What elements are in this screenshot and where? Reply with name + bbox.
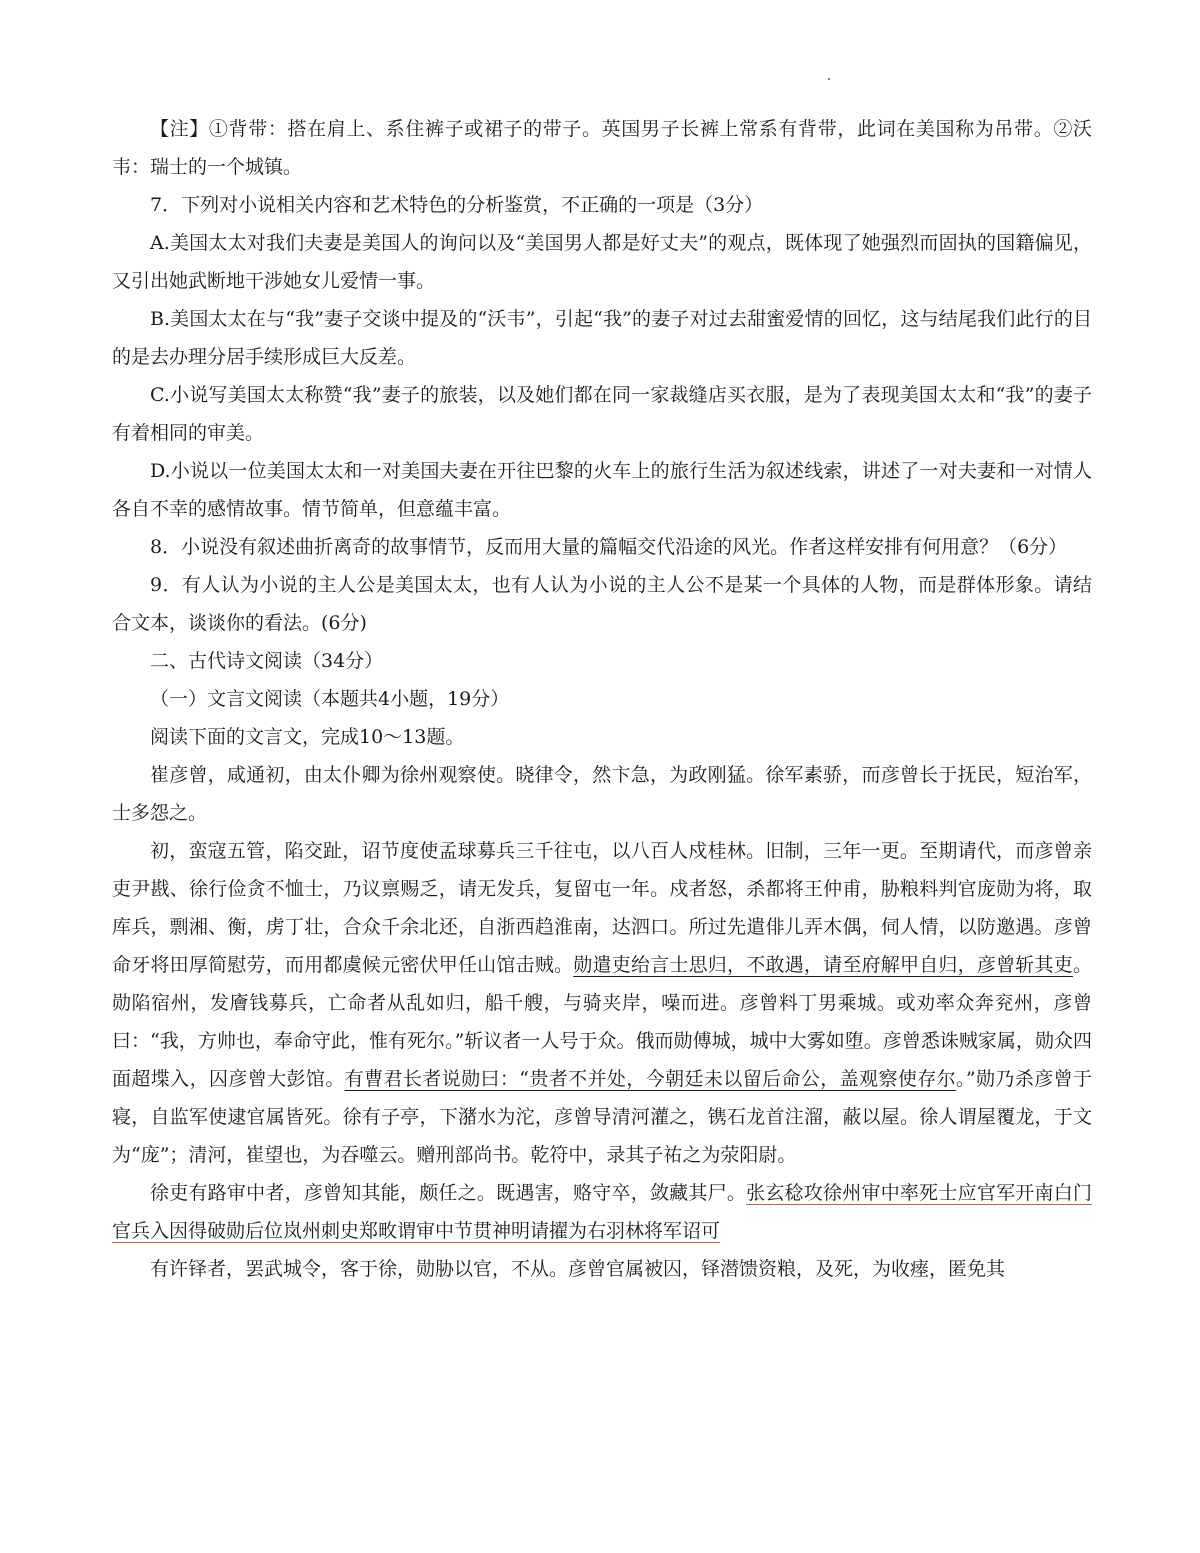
- reading-instruction: 阅读下面的文言文，完成10～13题。: [150, 726, 465, 748]
- speck-mark: [828, 78, 830, 80]
- question-7-option-b: B.美国太太在与“我”妻子交谈中提及的“沃韦”，引起“我”的妻子对过去甜蜜爱情的回忆，这与结尾我们此行的目的是去办理分居手续形成巨大反差。: [112, 308, 1092, 368]
- question-7-option-a: A.美国太太对我们夫妻是美国人的询问以及“美国男人都是好丈夫”的观点，既体现了她强烈而固执的国籍偏见，又引出她武断地干涉她女儿爱情一事。: [112, 232, 1092, 292]
- paragraph-3-text-1: 徐吏有路审中者，彦曾知其能，颇任之。既遇害，赂守卒，敛藏其尸。: [150, 1182, 747, 1204]
- subsection-heading: （一）文言文阅读（本题共4小题，19分）: [150, 688, 510, 710]
- paragraph-2-text-2: 。勋陷宿州，发廥钱募兵，亡命者从乱如归，船千艘，与骑夹岸，噪而进。彦曾料丁男乘城。或劝率众奔兖州，彦曾曰：“我，方帅也，奉命守此，惟有死尔。”斩议者一人号于众。俄而勋傅城，城中大雾如堕。彦曾悉诛贼家属，勋众四面超堞入，囚彦曾大彭馆。: [112, 954, 1092, 1090]
- question-7-stem: 7．下列对小说相关内容和艺术特色的分析鉴赏，不正确的一项是（3分）: [150, 194, 764, 216]
- classical-paragraph-3: [112, 1174, 1092, 1250]
- underlined-sentence-1: 勋遣吏绐言士思归，不敢遇，请至府解甲自归，彦曾斩其吏: [573, 954, 1073, 976]
- paragraph-2-text-3: 。”勋乃杀彦曾于寝，自监军使逮官属皆死。徐有子亭，下潴水为沱，彦曾导清河灌之，镌石龙首注溜，蔽以屋。徐人谓屋覆龙，于文为“庞”；清河，崔望也，为吞噬云。赠刑部尚书。乾符中，录其子祐之为荥阳尉。: [112, 1068, 1092, 1166]
- question-7-option-c: C.小说写美国太太称赞“我”妻子的旅装，以及她们都在同一家裁缝店买衣服，是为了表现美国太太和“我”的妻子有着相同的审美。: [112, 384, 1092, 444]
- document-page: [112, 110, 1092, 1288]
- classical-paragraph-1: 崔彦曾，咸通初，由太仆卿为徐州观察使。晓律令，然卞急，为政刚猛。徐军素骄，而彦曾长于抚民，短治军，士多怨之。: [112, 764, 1092, 824]
- note-paragraph: 【注】①背带：搭在肩上、系住裤子或裙子的带子。英国男子长裤上常系有背带，此词在美国称为吊带。②沃韦：瑞士的一个城镇。: [112, 118, 1092, 178]
- question-8: 8．小说没有叙述曲折离奇的故事情节，反而用大量的篇幅交代沿途的风光。作者这样安排有何用意？（6分）: [150, 536, 1068, 558]
- section-heading: 二、古代诗文阅读（34分）: [150, 650, 384, 672]
- question-9: 9．有人认为小说的主人公是美国太太，也有人认为小说的主人公不是某一个具体的人物，而是群体形象。请结合文本，谈谈你的看法。(6分): [112, 574, 1092, 634]
- underlined-sentence-2: 有曹君长者说勋曰：“贵者不并处，今朝廷未以留后命公，盖观察使存尔: [344, 1068, 957, 1090]
- punctuation-exercise-sentence: 张玄稔攻徐州审中率死士应官军开南白门官兵入因得破勋后位岚州刺史郑畋谓审中节贯神明请擢为右羽林将军诏可: [112, 1182, 1092, 1242]
- question-7-option-d: D.小说以一位美国太太和一对美国夫妻在开往巴黎的火车上的旅行生活为叙述线索，讲述了一对夫妻和一对情人各自不幸的感情故事。情节简单，但意蕴丰富。: [112, 460, 1092, 520]
- paragraph-2-text-1: 初，蛮寇五管，陷交趾，诏节度使孟球募兵三千往屯，以八百人戍桂林。旧制，三年一更。至期请代，而彦曾亲吏尹戡、徐行俭贪不恤士，乃议禀赐乏，请无发兵，复留屯一年。戍者怒，杀都将王仲甫，胁粮料判官庞勋为将，取库兵，剽湘、衡，虏丁壮，合众千余北还，自浙西趋淮南，达泗口。所过先遣俳儿弄木偶，伺人情，以防邀遇。彦曾命牙将田厚简慰劳，而用都虞候元密伏甲任山馆击贼。: [112, 840, 1092, 976]
- classical-paragraph-2: [112, 832, 1092, 1174]
- classical-paragraph-4: 有许铎者，罢武城令，客于徐，勋胁以官，不从。彦曾官属被囚，铎潜馈资粮，及死，为收瘗，匿免其: [150, 1258, 1006, 1280]
